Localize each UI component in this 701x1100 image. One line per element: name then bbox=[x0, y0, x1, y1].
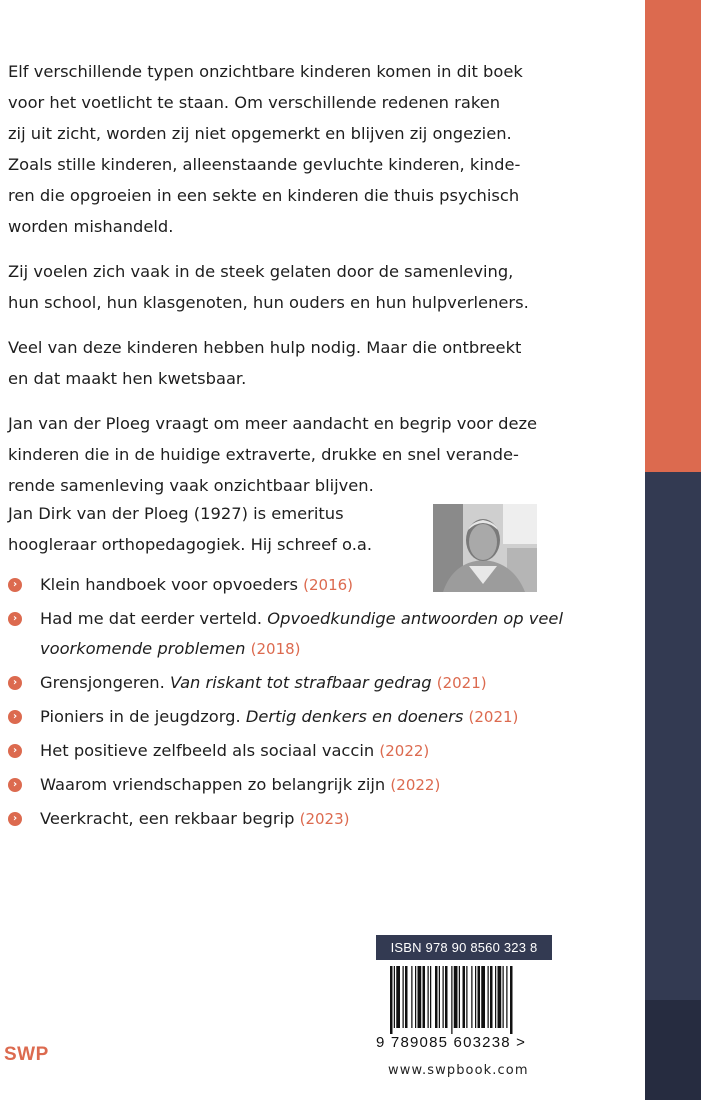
barcode-digits: 9 789085 603238 > bbox=[376, 1034, 527, 1051]
author-bio bbox=[8, 498, 418, 560]
chevron-right-icon: › bbox=[8, 612, 22, 626]
chevron-right-icon: › bbox=[8, 578, 22, 592]
isbn-label: ISBN 978 90 8560 323 8 bbox=[376, 935, 552, 960]
cover-spine-band bbox=[645, 0, 701, 1100]
list-item: › Het positieve zelfbeeld als sociaal vaccin (2022) bbox=[6, 736, 566, 766]
blurb-paragraph-2: Zij voelen zich vaak in de steek gelaten door de samenleving, hun school, hun klasgenoten, hun ouders en hun hulpverleners. bbox=[8, 262, 529, 312]
chevron-right-icon: › bbox=[8, 710, 22, 724]
list-item: › Veerkracht, een rekbaar begrip (2023) bbox=[6, 804, 566, 834]
list-item: › Pioniers in de jeugdzorg. Dertig denkers en doeners (2021) bbox=[6, 702, 566, 732]
publisher-logo: SWP bbox=[4, 1044, 49, 1065]
list-item: › Waarom vriendschappen zo belangrijk zijn (2022) bbox=[6, 770, 566, 800]
chevron-right-icon: › bbox=[8, 676, 22, 690]
spine-dark-block bbox=[645, 1000, 701, 1100]
barcode bbox=[376, 962, 552, 1038]
list-item: › Had me dat eerder verteld. Opvoedkundige antwoorden op veel voorkomende problemen (2018) bbox=[6, 604, 566, 664]
spine-orange-block bbox=[645, 0, 701, 472]
list-item: › Klein handboek voor opvoeders (2016) bbox=[6, 570, 566, 600]
chevron-right-icon: › bbox=[8, 744, 22, 758]
blurb-paragraph-1: Elf verschillende typen onzichtbare kinderen komen in dit boek voor het voetlicht te staan. Om verschillende redenen raken zij uit zicht, worden zij niet opgemerkt en blijven zij ongezien. Zoals stille kinderen, alleenstaande gevluchte kinderen, kinde- ren die opgroeien in een sekte en kinderen die thuis psychisch worden mishandeld. bbox=[8, 62, 523, 236]
blurb-paragraph-4: Jan van der Ploeg vraagt om meer aandacht en begrip voor deze kinderen die in de huidige extraverte, drukke en snel verande- rende samenleving vaak onzichtbaar blijven. bbox=[8, 414, 538, 495]
author-bio-line-1: Jan Dirk van der Ploeg (1927) is emeritus bbox=[8, 504, 344, 523]
blurb-paragraph-3: Veel van deze kinderen hebben hulp nodig. Maar die ontbreekt en dat maakt hen kwetsbaar. bbox=[8, 338, 522, 388]
book-list bbox=[6, 570, 566, 838]
chevron-right-icon: › bbox=[8, 812, 22, 826]
back-cover-blurb bbox=[8, 56, 608, 515]
chevron-right-icon: › bbox=[8, 778, 22, 792]
publisher-url: www.swpbook.com bbox=[388, 1063, 529, 1078]
author-bio-line-2: hoogleraar orthopedagogiek. Hij schreef o.a. bbox=[8, 535, 373, 554]
list-item: › Grensjongeren. Van riskant tot strafbaar gedrag (2021) bbox=[6, 668, 566, 698]
